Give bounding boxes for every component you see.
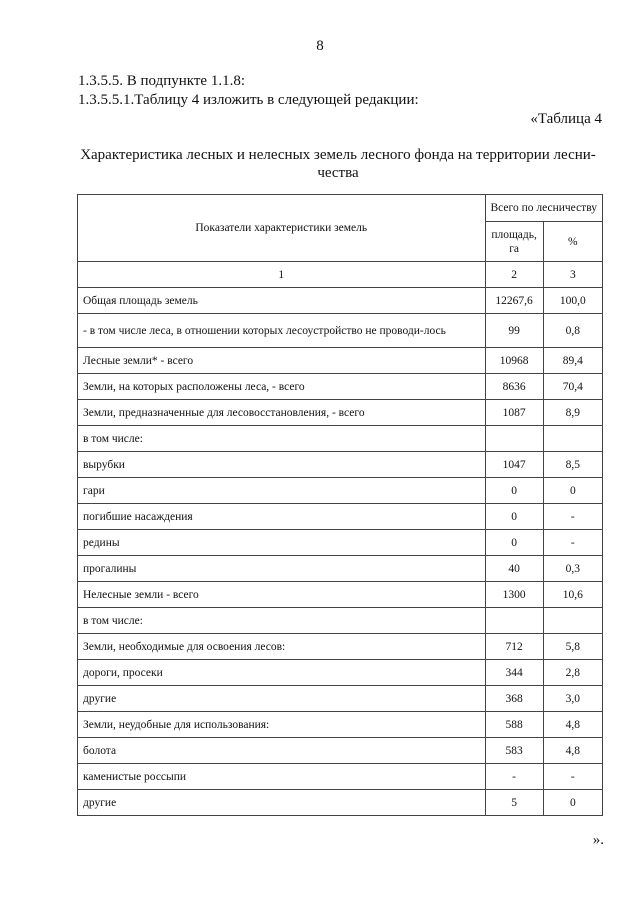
row-area-cell: 5 [485, 790, 543, 816]
header-indicators: Показатели характеристики земель [78, 195, 486, 262]
row-percent-cell: - [543, 504, 602, 530]
col-number-1: 1 [78, 262, 486, 288]
row-percent-cell: - [543, 764, 602, 790]
row-area-cell: 712 [485, 634, 543, 660]
row-name-cell: в том числе: [78, 608, 486, 634]
table-row [78, 686, 603, 712]
row-percent-cell: 4,8 [543, 712, 602, 738]
row-name-cell: вырубки [78, 452, 486, 478]
row-area-cell: 10968 [485, 348, 543, 374]
row-percent-cell: 89,4 [543, 348, 602, 374]
row-name-cell: другие [78, 790, 486, 816]
row-name-cell: Земли, необходимые для освоения лесов: [78, 634, 486, 660]
row-area-cell: 12267,6 [485, 288, 543, 314]
row-percent-cell: - [543, 530, 602, 556]
row-area-cell [485, 608, 543, 634]
row-percent-cell: 0 [543, 478, 602, 504]
row-percent-cell: 100,0 [543, 288, 602, 314]
row-name-cell: болота [78, 738, 486, 764]
table-row [78, 478, 603, 504]
row-area-cell: - [485, 764, 543, 790]
row-percent-cell: 8,5 [543, 452, 602, 478]
row-percent-cell: 0,8 [543, 314, 602, 348]
col-number-2: 2 [485, 262, 543, 288]
row-percent-cell: 70,4 [543, 374, 602, 400]
table-row [78, 348, 603, 374]
row-name-cell: Земли, на которых расположены леса, - всего [78, 374, 486, 400]
table-row [78, 634, 603, 660]
table-row [78, 712, 603, 738]
table-row [78, 660, 603, 686]
table-label: «Таблица 4 [530, 111, 602, 127]
row-area-cell: 8636 [485, 374, 543, 400]
land-characteristics-table [77, 194, 603, 816]
table-row [78, 314, 603, 348]
row-percent-cell: 8,9 [543, 400, 602, 426]
row-area-cell: 99 [485, 314, 543, 348]
row-percent-cell: 0,3 [543, 556, 602, 582]
row-name-cell: редины [78, 530, 486, 556]
row-name-cell: прогалины [78, 556, 486, 582]
table-row [78, 452, 603, 478]
table-row [78, 288, 603, 314]
table-row [78, 556, 603, 582]
row-area-cell: 1300 [485, 582, 543, 608]
table-title: Характеристика лесных и нелесных земель лесного фонда на территории лесни-чества [80, 147, 596, 181]
row-name-cell: Общая площадь земель [78, 288, 486, 314]
table-row [78, 790, 603, 816]
row-name-cell: каменистые россыпи [78, 764, 486, 790]
row-name-cell: погибшие насаждения [78, 504, 486, 530]
clause-line-2: 1.3.5.5.1.Таблицу 4 изложить в следующей редакции: [78, 92, 419, 108]
table-row [78, 608, 603, 634]
row-name-cell: дороги, просеки [78, 660, 486, 686]
row-name-cell: Земли, предназначенные для лесовосстановления, - всего [78, 400, 486, 426]
table-row [78, 764, 603, 790]
table-row [78, 374, 603, 400]
row-percent-cell [543, 608, 602, 634]
row-area-cell: 0 [485, 530, 543, 556]
table-row [78, 504, 603, 530]
row-area-cell: 1047 [485, 452, 543, 478]
header-percent: % [543, 222, 602, 262]
row-area-cell: 583 [485, 738, 543, 764]
row-area-cell: 588 [485, 712, 543, 738]
row-name-cell: Земли, неудобные для использования: [78, 712, 486, 738]
row-area-cell: 0 [485, 478, 543, 504]
row-area-cell [485, 426, 543, 452]
row-name-cell: Лесные земли* - всего [78, 348, 486, 374]
col-number-3: 3 [543, 262, 602, 288]
row-percent-cell [543, 426, 602, 452]
row-area-cell: 368 [485, 686, 543, 712]
row-area-cell: 0 [485, 504, 543, 530]
page-number: 8 [316, 38, 324, 54]
row-area-cell: 40 [485, 556, 543, 582]
row-percent-cell: 10,6 [543, 582, 602, 608]
row-area-cell: 344 [485, 660, 543, 686]
closing-quote: ». [592, 832, 604, 848]
row-name-cell: гари [78, 478, 486, 504]
table-row [78, 426, 603, 452]
header-total: Всего по лесничеству [485, 195, 603, 222]
row-name-cell: - в том числе леса, в отношении которых лесоустройство не проводи-лось [78, 314, 486, 348]
table-row [78, 530, 603, 556]
row-area-cell: 1087 [485, 400, 543, 426]
row-percent-cell: 2,8 [543, 660, 602, 686]
clause-line-1: 1.3.5.5. В подпункте 1.1.8: [78, 73, 246, 89]
table-row [78, 738, 603, 764]
row-percent-cell: 5,8 [543, 634, 602, 660]
row-percent-cell: 0 [543, 790, 602, 816]
header-area: площадь, га [485, 222, 543, 262]
table-row [78, 582, 603, 608]
row-percent-cell: 3,0 [543, 686, 602, 712]
row-percent-cell: 4,8 [543, 738, 602, 764]
row-name-cell: в том числе: [78, 426, 486, 452]
row-name-cell: другие [78, 686, 486, 712]
row-name-cell: Нелесные земли - всего [78, 582, 486, 608]
table-row [78, 400, 603, 426]
